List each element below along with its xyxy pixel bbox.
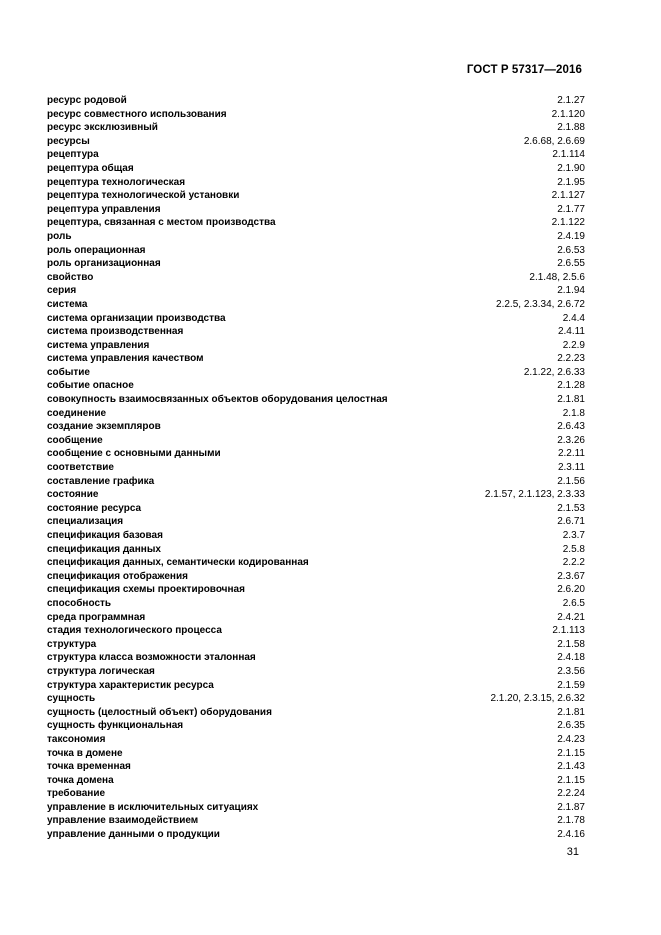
index-reference: 2.1.122 bbox=[551, 217, 585, 229]
index-entry bbox=[47, 312, 585, 326]
index-term: структура логическая bbox=[47, 665, 155, 677]
index-term: среда программная bbox=[47, 611, 146, 623]
index-entry bbox=[47, 475, 585, 489]
index-reference: 2.1.43 bbox=[557, 761, 585, 773]
index-term: событие опасное bbox=[47, 380, 134, 392]
index-entry bbox=[47, 760, 585, 774]
index-reference: 2.1.78 bbox=[557, 815, 585, 827]
index-entry bbox=[47, 651, 585, 665]
index-reference: 2.2.5, 2.3.34, 2.6.72 bbox=[496, 298, 585, 310]
index-reference: 2.1.15 bbox=[557, 747, 585, 759]
index-entry bbox=[47, 162, 585, 176]
index-term: таксономия bbox=[47, 733, 106, 745]
index-reference: 2.1.127 bbox=[551, 190, 585, 202]
index-term: сущность bbox=[47, 693, 96, 705]
index-entry bbox=[47, 543, 585, 557]
index-entry bbox=[47, 774, 585, 788]
index-reference: 2.2.2 bbox=[562, 557, 585, 569]
index-reference: 2.1.57, 2.1.123, 2.3.33 bbox=[484, 489, 585, 501]
index-entry bbox=[47, 733, 585, 747]
standard-header: ГОСТ Р 57317—2016 bbox=[466, 64, 582, 76]
index-reference: 2.1.94 bbox=[557, 285, 585, 297]
index-reference: 2.1.8 bbox=[562, 407, 585, 419]
index-term: создание экземпляров bbox=[47, 421, 161, 433]
index-reference: 2.1.88 bbox=[557, 122, 585, 134]
index-reference: 2.1.114 bbox=[552, 149, 585, 161]
index-term: управление взаимодействием bbox=[47, 815, 199, 827]
index-term: рецептура технологическая bbox=[47, 176, 186, 188]
index-term: рецептура, связанная с местом производства bbox=[47, 217, 276, 229]
index-reference: 2.6.35 bbox=[557, 720, 585, 732]
index-entry bbox=[47, 597, 585, 611]
index-term: роль операционная bbox=[47, 244, 146, 256]
index-entry bbox=[47, 814, 585, 828]
index-reference: 2.1.113 bbox=[552, 625, 585, 637]
index-term: сообщение с основными данными bbox=[47, 448, 221, 460]
index-entry bbox=[47, 420, 585, 434]
index-entry bbox=[47, 176, 585, 190]
index-reference: 2.6.20 bbox=[557, 584, 585, 596]
index-reference: 2.1.56 bbox=[557, 475, 585, 487]
index-reference: 2.1.58 bbox=[557, 638, 585, 650]
index-reference: 2.4.21 bbox=[557, 611, 585, 623]
index-entry bbox=[47, 271, 585, 285]
index-reference: 2.2.24 bbox=[557, 788, 585, 800]
index-reference: 2.2.11 bbox=[557, 448, 585, 460]
index-entry bbox=[47, 203, 585, 217]
index-reference: 2.1.28 bbox=[557, 380, 585, 392]
index-reference: 2.6.55 bbox=[557, 258, 585, 270]
index-term: спецификация данных, семантически кодированная bbox=[47, 557, 309, 569]
index-term: требование bbox=[47, 788, 106, 800]
index-reference: 2.1.22, 2.6.33 bbox=[523, 366, 585, 378]
index-reference: 2.3.7 bbox=[562, 530, 585, 541]
index-term: управление в исключительных ситуациях bbox=[47, 801, 259, 813]
index-reference: 2.4.23 bbox=[557, 733, 585, 745]
index-entry bbox=[47, 692, 585, 706]
index-term: управление данными о продукции bbox=[47, 829, 220, 841]
index-entry bbox=[47, 719, 585, 733]
index-reference: 2.1.90 bbox=[557, 162, 585, 174]
index-entry bbox=[47, 108, 585, 122]
index-reference: 2.4.19 bbox=[557, 230, 585, 242]
index-term: система производственная bbox=[47, 326, 184, 338]
index-reference: 2.3.11 bbox=[557, 462, 585, 474]
index-entry bbox=[47, 135, 585, 149]
index-entry bbox=[47, 801, 585, 815]
term-index bbox=[47, 94, 585, 842]
index-term: спецификация базовая bbox=[47, 530, 163, 541]
index-entry bbox=[47, 638, 585, 652]
index-entry bbox=[47, 570, 585, 584]
index-reference: 2.1.77 bbox=[557, 203, 585, 215]
index-term: событие bbox=[47, 366, 90, 378]
index-term: сообщение bbox=[47, 434, 103, 446]
index-entry bbox=[47, 393, 585, 407]
index-entry bbox=[47, 121, 585, 135]
index-term: ресурс эксклюзивный bbox=[47, 122, 158, 134]
index-entry bbox=[47, 556, 585, 570]
index-entry bbox=[47, 488, 585, 502]
index-reference: 2.4.4 bbox=[562, 312, 585, 324]
index-term: структура bbox=[47, 638, 97, 650]
index-entry bbox=[47, 352, 585, 366]
index-term: ресурс совместного использования bbox=[47, 108, 227, 120]
index-entry bbox=[47, 366, 585, 380]
index-reference: 2.1.81 bbox=[557, 706, 585, 718]
index-entry bbox=[47, 189, 585, 203]
index-term: составление графика bbox=[47, 475, 155, 487]
index-reference: 2.3.26 bbox=[557, 434, 585, 446]
index-entry bbox=[47, 461, 585, 475]
index-entry bbox=[47, 216, 585, 230]
index-reference: 2.1.20, 2.3.15, 2.6.32 bbox=[490, 693, 585, 705]
page-number: 31 bbox=[566, 846, 579, 858]
index-term: точка в домене bbox=[47, 747, 123, 759]
index-entry bbox=[47, 515, 585, 529]
index-entry bbox=[47, 298, 585, 312]
index-reference: 2.3.67 bbox=[557, 570, 585, 582]
index-reference: 2.5.8 bbox=[562, 543, 585, 555]
index-entry bbox=[47, 583, 585, 597]
index-term: система организации производства bbox=[47, 312, 226, 324]
index-term: точка домена bbox=[47, 774, 114, 786]
index-reference: 2.4.11 bbox=[557, 326, 585, 338]
index-entry bbox=[47, 611, 585, 625]
index-entry bbox=[47, 339, 585, 353]
index-term: состояние bbox=[47, 489, 99, 501]
index-reference: 2.2.23 bbox=[557, 353, 585, 365]
index-entry bbox=[47, 257, 585, 271]
index-reference: 2.6.53 bbox=[557, 244, 585, 256]
index-term: соединение bbox=[47, 407, 107, 419]
index-entry bbox=[47, 148, 585, 162]
index-reference: 2.1.27 bbox=[557, 95, 585, 106]
index-entry bbox=[47, 787, 585, 801]
index-term: состояние ресурса bbox=[47, 502, 142, 514]
index-term: рецептура технологической установки bbox=[47, 190, 240, 202]
index-reference: 2.6.43 bbox=[557, 421, 585, 433]
index-term: рецептура общая bbox=[47, 162, 134, 174]
index-term: стадия технологического процесса bbox=[47, 625, 222, 637]
index-entry bbox=[47, 502, 585, 516]
index-reference: 2.6.71 bbox=[557, 516, 585, 528]
index-term: спецификация схемы проектировочная bbox=[47, 584, 245, 596]
index-term: способность bbox=[47, 597, 112, 609]
index-reference: 2.1.87 bbox=[557, 801, 585, 813]
index-term: ресурс родовой bbox=[47, 95, 127, 106]
index-term: специализация bbox=[47, 516, 124, 528]
index-entry bbox=[47, 665, 585, 679]
index-entry bbox=[47, 379, 585, 393]
index-entry bbox=[47, 230, 585, 244]
index-term: структура характеристик ресурса bbox=[47, 679, 214, 691]
index-term: спецификация отображения bbox=[47, 570, 188, 582]
index-entry bbox=[47, 434, 585, 448]
index-reference: 2.1.15 bbox=[557, 774, 585, 786]
index-reference: 2.2.9 bbox=[562, 339, 585, 351]
index-entry bbox=[47, 325, 585, 339]
index-reference: 2.4.16 bbox=[557, 829, 585, 841]
index-term: сущность функциональная bbox=[47, 720, 184, 732]
index-entry bbox=[47, 706, 585, 720]
index-reference: 2.1.81 bbox=[557, 394, 585, 406]
index-term: серия bbox=[47, 285, 77, 297]
index-entry bbox=[47, 407, 585, 421]
index-term: рецептура bbox=[47, 149, 99, 161]
index-reference: 2.1.120 bbox=[551, 108, 585, 120]
index-reference: 2.6.5 bbox=[562, 597, 585, 609]
index-entry bbox=[47, 447, 585, 461]
index-reference: 2.1.48, 2.5.6 bbox=[529, 271, 585, 283]
index-entry bbox=[47, 94, 585, 108]
index-entry bbox=[47, 529, 585, 543]
index-reference: 2.1.95 bbox=[557, 176, 585, 188]
index-term: сущность (целостный объект) оборудования bbox=[47, 706, 272, 718]
index-term: спецификация данных bbox=[47, 543, 161, 555]
index-reference: 2.4.18 bbox=[557, 652, 585, 664]
index-entry bbox=[47, 244, 585, 258]
index-term: свойство bbox=[47, 271, 94, 283]
index-reference: 2.3.56 bbox=[557, 665, 585, 677]
index-reference: 2.1.53 bbox=[557, 502, 585, 514]
index-entry bbox=[47, 828, 585, 842]
index-term: роль организационная bbox=[47, 258, 161, 270]
index-term: соответствие bbox=[47, 462, 114, 474]
index-entry bbox=[47, 747, 585, 761]
index-term: система управления качеством bbox=[47, 353, 204, 365]
index-term: система bbox=[47, 298, 88, 310]
index-term: структура класса возможности эталонная bbox=[47, 652, 256, 664]
index-term: роль bbox=[47, 230, 72, 242]
index-entry bbox=[47, 284, 585, 298]
index-term: совокупность взаимосвязанных объектов оборудования целостная bbox=[47, 394, 388, 406]
index-reference: 2.6.68, 2.6.69 bbox=[523, 135, 585, 147]
index-term: система управления bbox=[47, 339, 150, 351]
index-entry bbox=[47, 679, 585, 693]
index-entry bbox=[47, 624, 585, 638]
index-term: точка временная bbox=[47, 761, 131, 773]
index-term: ресурсы bbox=[47, 135, 90, 147]
index-reference: 2.1.59 bbox=[557, 679, 585, 691]
index-term: рецептура управления bbox=[47, 203, 161, 215]
